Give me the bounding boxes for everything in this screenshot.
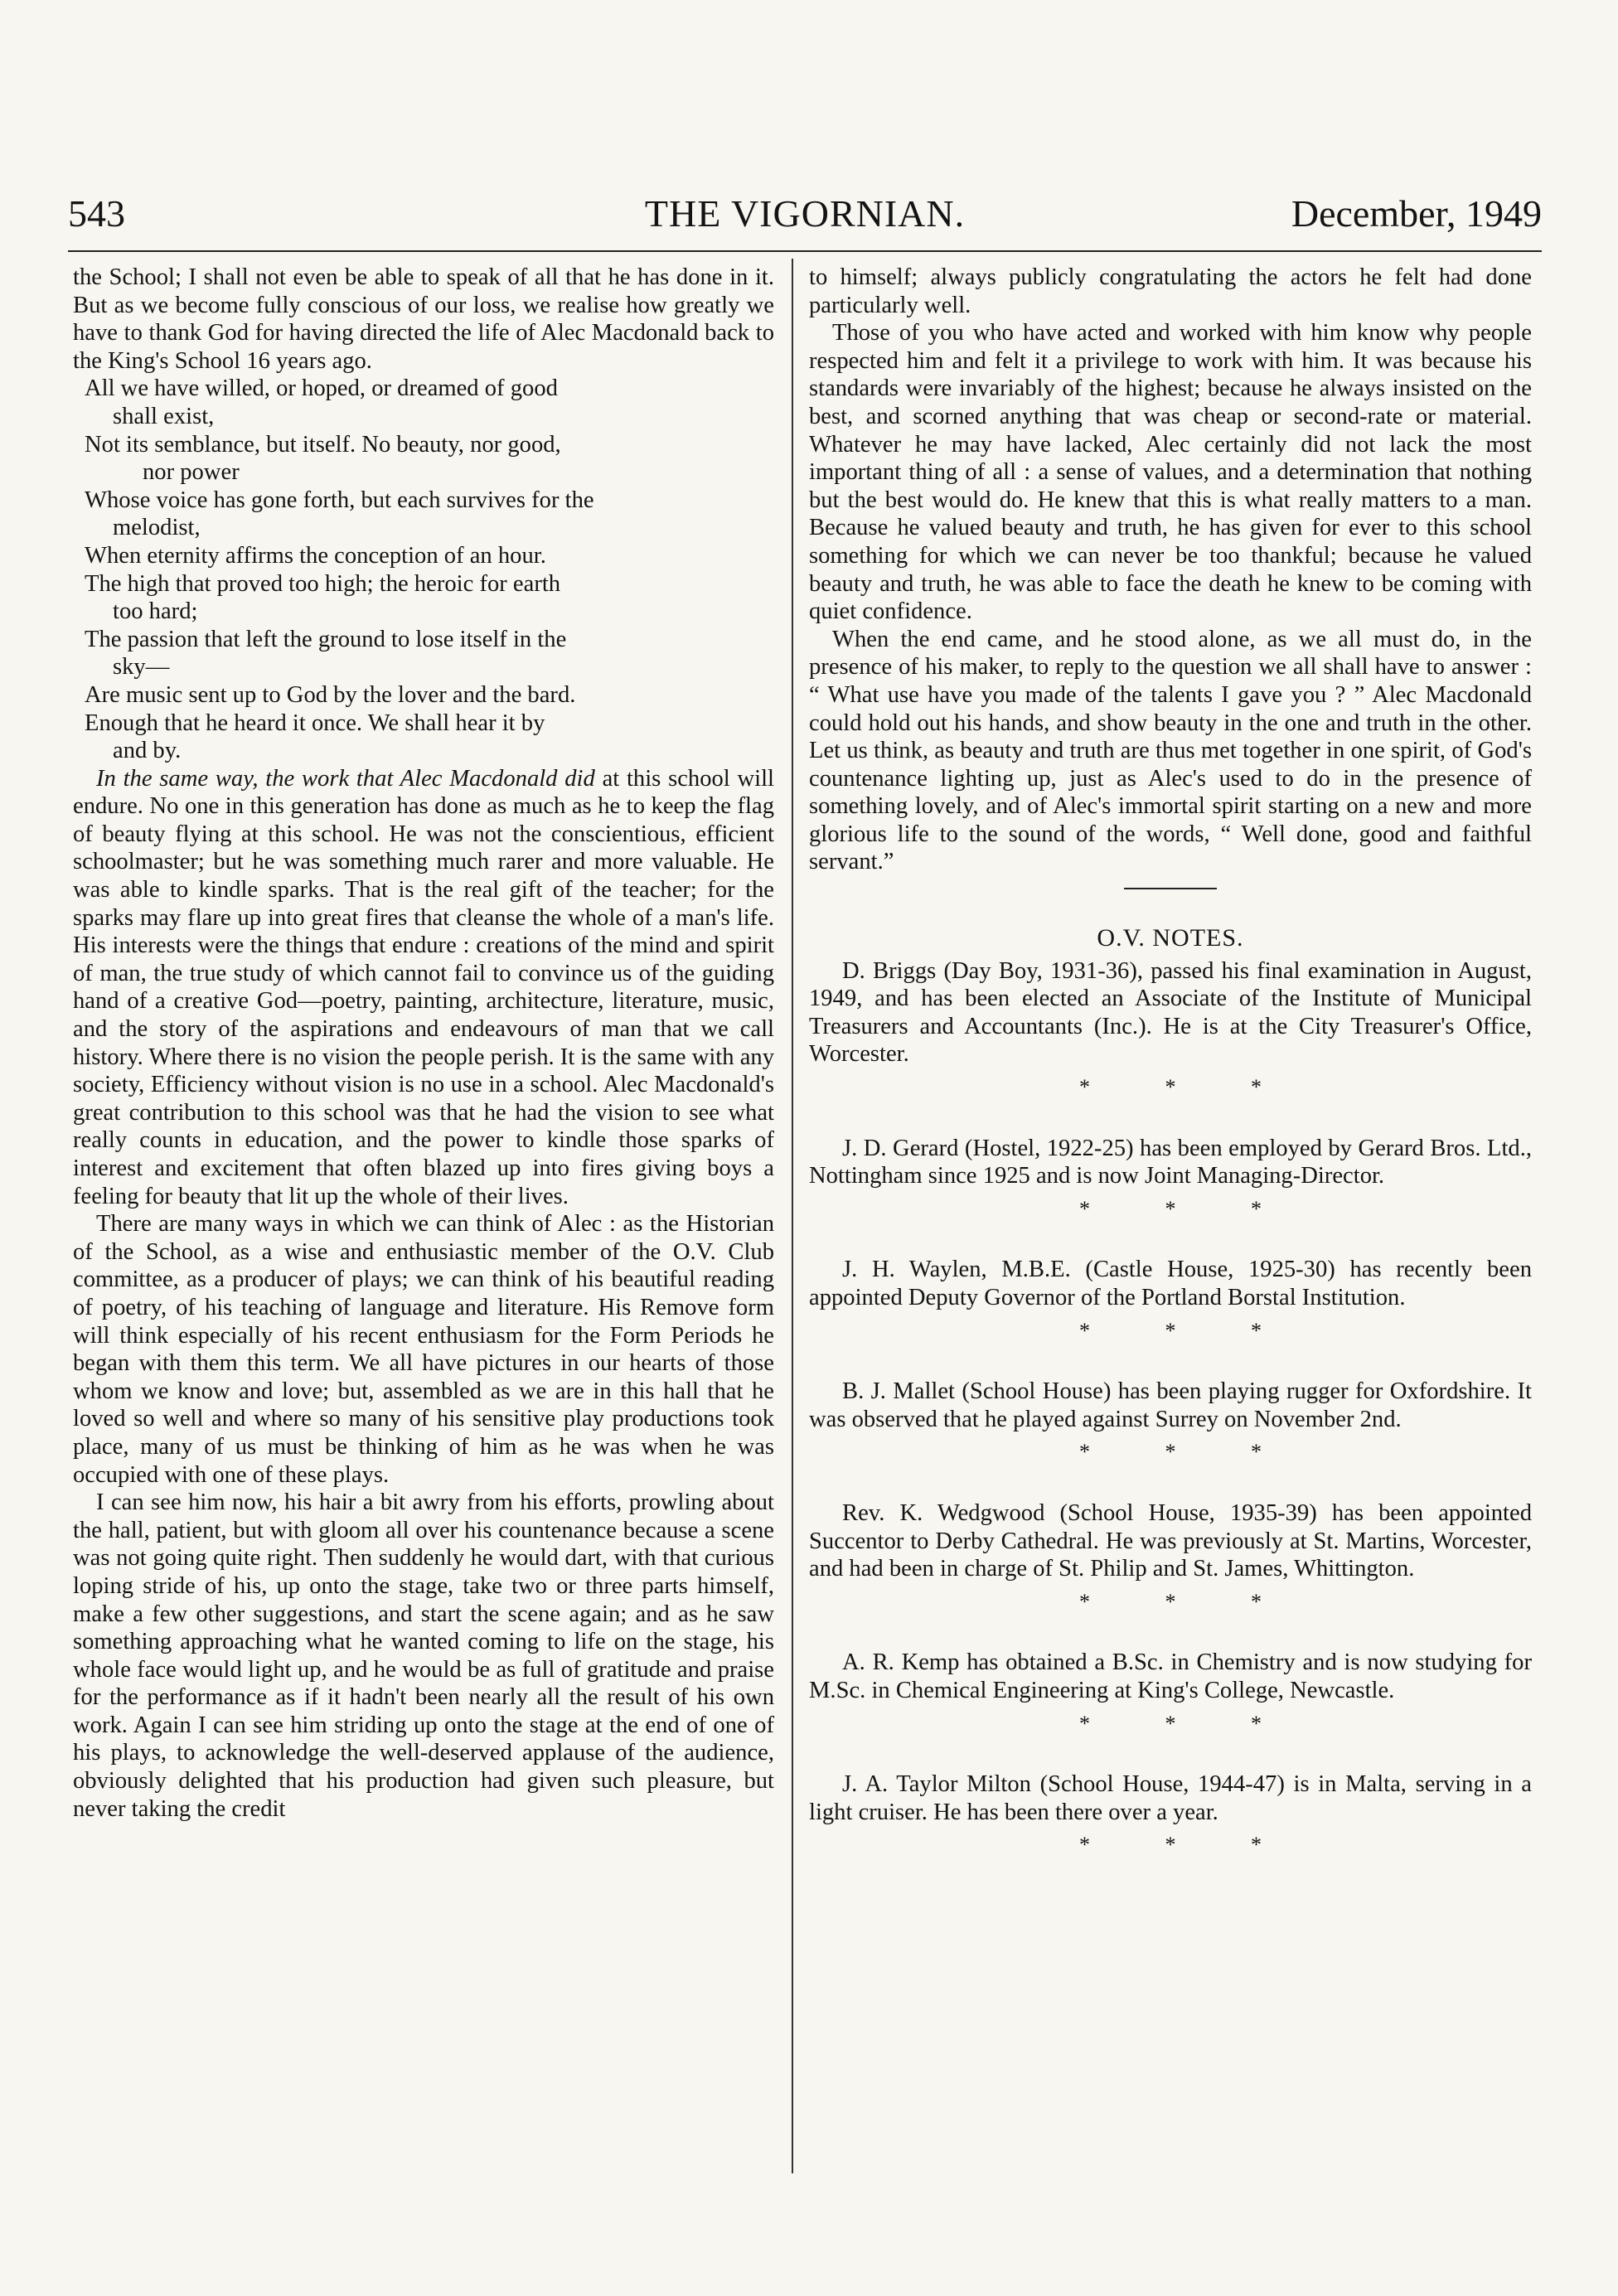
poem-line: Enough that he heard it once. We shall hear it by and by. [85, 710, 545, 764]
ov-note: A. R. Kemp has obtained a B.Sc. in Chemistry and is now studying for M.Sc. in Chemical Engineering at King's College, Newcastle. [809, 1649, 1532, 1703]
separator-stars: * * * [1079, 1833, 1296, 1858]
poem-line: All we have willed, or hoped, or dreamed of good shall exist, [85, 375, 558, 429]
poem-quotation [73, 375, 774, 764]
paragraph: Those of you who have acted and worked with him know why people respected him and felt it a privilege to work with him. It was because his standards were invariably of the highest; because he always insisted on the best, and scorned anything that was cheap or second-rate or material. Whatever he may have lacked, Alec certainly did not lack the most important thing of all : a sense of values, and a determination that nothing but the best would do. He knew that this is what really matters to a man. Because he valued beauty and truth, he has given for ever to this school something for which we can never be too thankful; because he valued beauty and truth, he was able to face the death he knew to be coming with quiet confidence. [809, 320, 1532, 625]
separator-stars: * * * [1079, 1318, 1296, 1343]
separator-stars: * * * [1079, 1075, 1296, 1100]
page-number: 543 [68, 192, 125, 235]
poem-line: Are music sent up to God by the lover and the bard. [85, 681, 576, 708]
ov-note: D. Briggs (Day Boy, 1931-36), passed his final examination in August, 1949, and has been elected an Associate of the Institute of Municipal Treasurers and Accountants (Inc.). He is at the City Treasurer's Office, Worcester. [809, 957, 1532, 1068]
italic-lead: In the same way, the work that Alec Macdonald did [96, 765, 595, 792]
column-divider [792, 259, 793, 2173]
poem-line: Whose voice has gone forth, but each survives for the melodist, [85, 487, 594, 541]
poem-line: When eternity affirms the conception of an hour. [85, 542, 546, 569]
paragraph: I can see him now, his hair a bit awry from his efforts, prowling about the hall, patient, but with gloom all over his countenance because a scene was not going quite right. Then suddenly he would dart, with that curious loping stride of his, up onto the stage, take two or three parts himself, make a few other suggestions, and start the scene again; and as he saw something approaching what he wanted coming to life on the stage, his whole face would light up, and he would be as full of gratitude and praise for the performance as if it hadn't been nearly all the result of his own work. Again I can see him striding up onto the stage at the end of one of his plays, to acknowledge the well-deserved applause of the audience, obviously delighted that his production had given such pleasure, but never taking the credit [73, 1489, 774, 1822]
page-header [68, 189, 1542, 247]
header-rule [68, 250, 1542, 252]
issue-date: December, 1949 [1291, 192, 1542, 235]
separator-stars: * * * [1079, 1196, 1296, 1221]
separator-stars: * * * [1079, 1589, 1296, 1614]
separator-stars: * * * [1079, 1440, 1296, 1465]
ov-notes-heading: O.V. NOTES. [1097, 924, 1244, 952]
ov-note: B. J. Mallet (School House) has been playing rugger for Oxfordshire. It was observed that he played against Surrey on November 2nd. [809, 1378, 1532, 1432]
ov-note: J. D. Gerard (Hostel, 1922-25) has been employed by Gerard Bros. Ltd., Nottingham since 1925 and is now Joint Managing-Director. [809, 1135, 1532, 1189]
poem-line: The high that proved too high; the heroic for earth too hard; [85, 570, 561, 625]
poem-line: The passion that left the ground to lose itself in the sky— [85, 626, 567, 681]
paragraph: the School; I shall not even be able to speak of all that he has done in it. But as we become fully conscious of our loss, we realise how greatly we have to thank God for having directed the life of Alec Macdonald back to the King's School 16 years ago. [73, 264, 774, 374]
paragraph: There are many ways in which we can think of Alec : as the Historian of the School, as a wise and enthusiastic member of the O.V. Club committee, as a producer of plays; we can think of his beautiful reading of poetry, of his teaching of language and literature. His Remove form will think especially of his recent enthusiasm for the Form Periods he began with them this term. We all have pictures in our hearts of those whom we know and love; but, assembled as we are in this hall that he loved so well and where so many of his sensitive play productions took place, many of us must be thinking of him as he was when he was occupied with one of these plays. [73, 1211, 774, 1488]
publication-title: THE VIGORNIAN. [644, 192, 966, 235]
ov-note: J. H. Waylen, M.B.E. (Castle House, 1925-30) has recently been appointed Deputy Governor of the Portland Borstal Institution. [809, 1257, 1532, 1310]
paragraph: When the end came, and he stood alone, as we all must do, in the presence of his maker, to reply to the question we all shall have to answer : “ What use have you made of the talents I gave you ? ” Alec Macdonald could hold out his hands, and show beauty in the one and truth in the other. Let us think, as beauty and truth are thus met together in one spirit, of God's countenance lighting up, just as Alec's used to do in the presence of something lovely, and of Alec's immortal spirit starting on a new and more glorious life to the sound of the words, “ Well done, good and faithful servant.” [809, 626, 1532, 875]
paragraph: to himself; always publicly congratulating the actors he felt had done particularly well. [809, 264, 1532, 318]
section-rule [1124, 888, 1217, 889]
ov-note: Rev. K. Wedgwood (School House, 1935-39) has been appointed Succentor to Derby Cathedral. He was previously at St. Martins, Worcester, and had been in charge of St. Philip and St. James, Whittington. [809, 1499, 1532, 1582]
poem-line: Not its semblance, but itself. No beauty, nor good, nor power [85, 431, 561, 486]
ov-note: J. A. Taylor Milton (School House, 1944-47) is in Malta, serving in a light cruiser. He has been there over a year. [809, 1771, 1532, 1825]
paragraph: In the same way, the work that Alec Macdonald did at this school will endure. No one in this generation has done as much as he to keep the flag of beauty flying at this school. He was not the conscientious, efficient schoolmaster; but he was something much rarer and more valuable. He was able to kindle sparks. That is the real gift of the teacher; for the sparks may flare up into great fires that cleanse the whole of a man's life. His interests were the things that endure : creations of the mind and spirit of man, the true study of which cannot fail to convince us of the guiding hand of a creative God—poetry, painting, architecture, literature, music, and the story of the aspirations and endeavours of man that we call history. Where there is no vision the people perish. It is the same with any society, Efficiency without vision is no use in a school. Alec Macdonald's great contribution to this school was that he had the vision to see what really counts in education, and the power to kindle those sparks of interest and excitement that often blazed up into fires giving boys a feeling for beauty that lit up the whole of their lives. [73, 765, 774, 1209]
separator-stars: * * * [1079, 1711, 1296, 1736]
left-column [73, 264, 774, 1823]
right-column [809, 264, 1532, 1892]
